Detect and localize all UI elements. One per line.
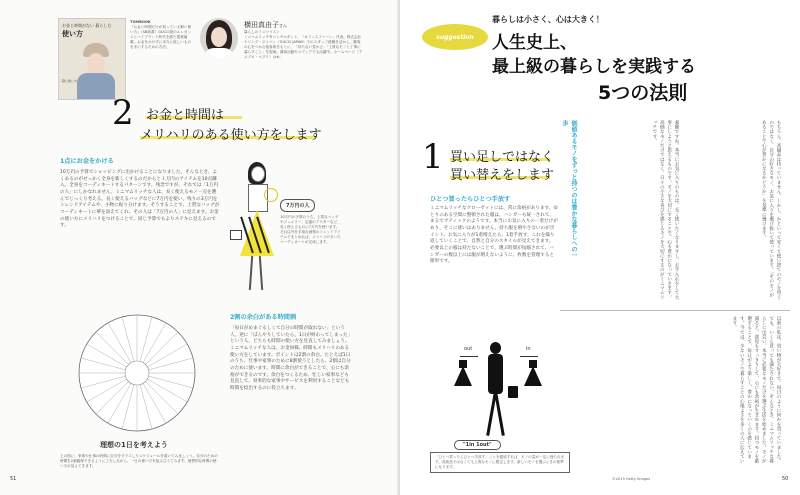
rule-1-number: 1 [422,137,444,177]
out-arrow-icon [460,356,478,357]
book-desc-text: 『お金と時間だけが知っている賢い使い方』（SB新書）GUCCI発のエレガンスとハイブランド時代を経た提案満載。お金をかけずに本当に欲しいものを手にするための方法。 [130,25,192,50]
1in1out-caption: "1in 1out" [454,440,501,450]
book-title: 使い方 [62,30,83,38]
1in1out-note: 「ひとつ買ったらひとつ手放す」ことを徹底すれば、モノの量が一定に保たれます。高級品ではなくても上質なモノに限定します。新しいモノを選ぶときの基準になります。 [430,452,570,473]
photo-credit: ©2019 Getty Images [612,477,651,481]
headline-line-3: 5つの法則 [598,82,688,104]
callout-box [280,192,342,245]
page-number-left: 51 [10,476,17,482]
headline-line-1: 人生史上、 [492,33,577,53]
out-label: out [464,346,473,352]
dress-in-icon [524,366,542,386]
column-divider [560,310,790,311]
right-page [400,0,800,495]
author-name-text: 横田真由子 [244,21,279,29]
rule-2-heading-b: メリハリのある使い方をします [140,128,322,143]
book-cover [58,18,126,100]
in-label: in [526,346,531,352]
1in1out-illustration [450,338,550,446]
vertical-heading: 価値あるモノをずっと持つのは豊かな暮らしへの一歩 [561,120,577,258]
author-bio [244,30,364,60]
fashion-illustration [226,160,286,300]
vertical-column-a: 素敵ですね。本当にお気に入りのものは、長く使いたくなりますし、お手入れをして大事にしようと思えるものです。モノを大切にすることで、心も豊かになっていきます。高価なモノだけではなく、日々の小さな喜びを感じるモノを大切にするのがミニマムリッチです。 [651,120,679,300]
in-arrow-icon [520,356,538,357]
page-number-right: 50 [782,476,789,482]
book-top-line: お金と時間がない 暮らし方 [62,23,112,28]
rule-1-heading-b: 買い替えをします [450,168,555,183]
shopping-bag-icon [508,386,518,398]
rule-1-section-title: ひとつ買ったらひとつ手放す [430,196,511,203]
handbag-icon [230,230,242,240]
author-photo [200,18,238,58]
suggestion-badge: suggestion [422,24,488,50]
section-2-title: 2割の余白がある時間割 [230,314,297,321]
section-1-body: 10万円の予算でショッピングに出かけることになりました。そんなとき、よくあるのがせっかく全身を新しくするのだからと１万円のアイテムを10点購入、全身をコーディネートするパターンです。残念ですが、それでは「1万円の人」にしかなれません。ミニマムリッチな人は、長く使えるモノ一点を選んでじっくり考える。長く使えるバッグなどに7万円を使い、残りの3万円をトレンドアイテムや、小物に振り分けます。そうすることで、上質なバッグがコーディネートに華を添えてくれ、その人は「7万円の人」に見えます。お金の使い方にメリハリをつけることで、同じ予算でもよりステキに見えるのです。 [60,170,220,229]
rule-1-heading-a: 買い足しではなく [450,150,555,165]
cover-body [77,73,115,99]
rule-1-section-body: ミニマムリッチなクローゼットには、常に余裕があります。ゆとりのある空間に整頓された服は、ハンガーも統一されて、まるでブティックのようです。本当にお気に入りの一着だけがあり、そこに迷いはありません。持ち服を増やさないのがポイント。お気に入りが1着増えたら、1着手放す。これを繰り返していくことで、自然と自分のスタイルが見えてきます。必要以上の服は持たないことで、選ぶ時間が短縮されて、ハンガーの数以上には服が増えないように、枚数を管理すると簡単です。 [430,206,558,265]
author-bio-text: ミニマムリッチ®コンサルタント。「オフィスファーレ」代表。株式会社ケリング・ジャパン（GUCCI JAPAN）でのスタッフ経験を活かし、顧客の心をつかむ接客術をもとに、「持たない豊かさ」「上質なモノと丁寧に暮らすこと」を提案。講演活動やメディアでも活躍中。ホームページ（アメブロ・ペプリ）は※。 [244,35,363,60]
headline-line-2: 最上級の暮らしを実践する [492,57,696,77]
cover-face [87,53,105,75]
dress-out-icon [454,366,472,386]
rule-2-heading-a: お金と時間は [146,108,225,123]
vertical-column-c: 以前の私は、買い物が大好きで、毎日のように何かを買っていました。でも、いくら買っても満たされない。そんなとき、ミニマムリッチな暮らしに出会い、本当に必要なモノだけを選ぶ生活を始めました。モノが減ると、部屋もすっきりして、心にも余裕が生まれます。持つモノを厳選することで、毎日がより楽しく、豊かになっていくのを感じています。今では、少ないモノで暮らすことの心地よさを多くの人に伝えています。 [731,316,781,464]
rule-2-number: 2 [112,93,134,133]
tagline: 暮らしは小さく、心は大きく！ [492,15,604,24]
clock-caption: 理想の1日を考えよう [100,441,168,449]
author-role: 暮らしのミニマリスト [244,30,280,34]
daily-schedule-clock [76,312,198,434]
author-name [244,20,287,30]
book-description [130,20,194,50]
accessory-icon [264,188,278,202]
book-desc-label: TOMBOOK [130,20,151,24]
section-1-title: 1点にお金をかける [60,158,114,165]
vertical-column-b: もちろん、高級品は持っていません。しかし、かといって安くて使い捨てのモノを買うのではなく、自分の好きなモノ、お気に入りを選び抜いて使っています。「そのモノがあることで心が豊かになるかどうか」を基準に選びます。 [761,120,781,300]
callout-body: 10万円の予算のうち、上質なバッグやジュエリー、定番のアウターなど、長く使えるものに7万円を使います。それ以外を手頃な価格のトレンドアイテムでまとめれば、メリハリのきいたコーディネートが完成します。 [280,215,341,245]
book-subtitle: 賢い使い方 [62,79,78,83]
clock-note: 上の図に、家事や仕事の時間に自分をプラスしたスケジュールを書いてみましょう。自分のための時間を2割確保できるように工夫しながら、一日の使い方を組み立ててみます。理想的な時間の使い方が見えてきます。 [60,454,218,469]
author-suffix: さん [279,23,287,28]
callout-title: 7万円の人 [280,199,315,212]
section-2-body: 「毎日がめまぐるしくて自分の時間が取れない」という人。逆に「ぼんやりしていたら、1日が終わってしまった」という人、どちらも時間の使い方を見直してみましょう。ミニマムリッチな人は、お金同様、時間もメリハリのある使い方をしています。ポイントは2割の余白。たとえば1日のうち、仕事や家事のために8割使うとしたら、2割は自分のために使います。時間に余白ができることで、心にも余裕ができるのです。余白をつくるため、忙しい家事なども見直して、効率的な家事やサービスを利用することなども時間を捻出するのに役立ちます。 [230,326,351,391]
